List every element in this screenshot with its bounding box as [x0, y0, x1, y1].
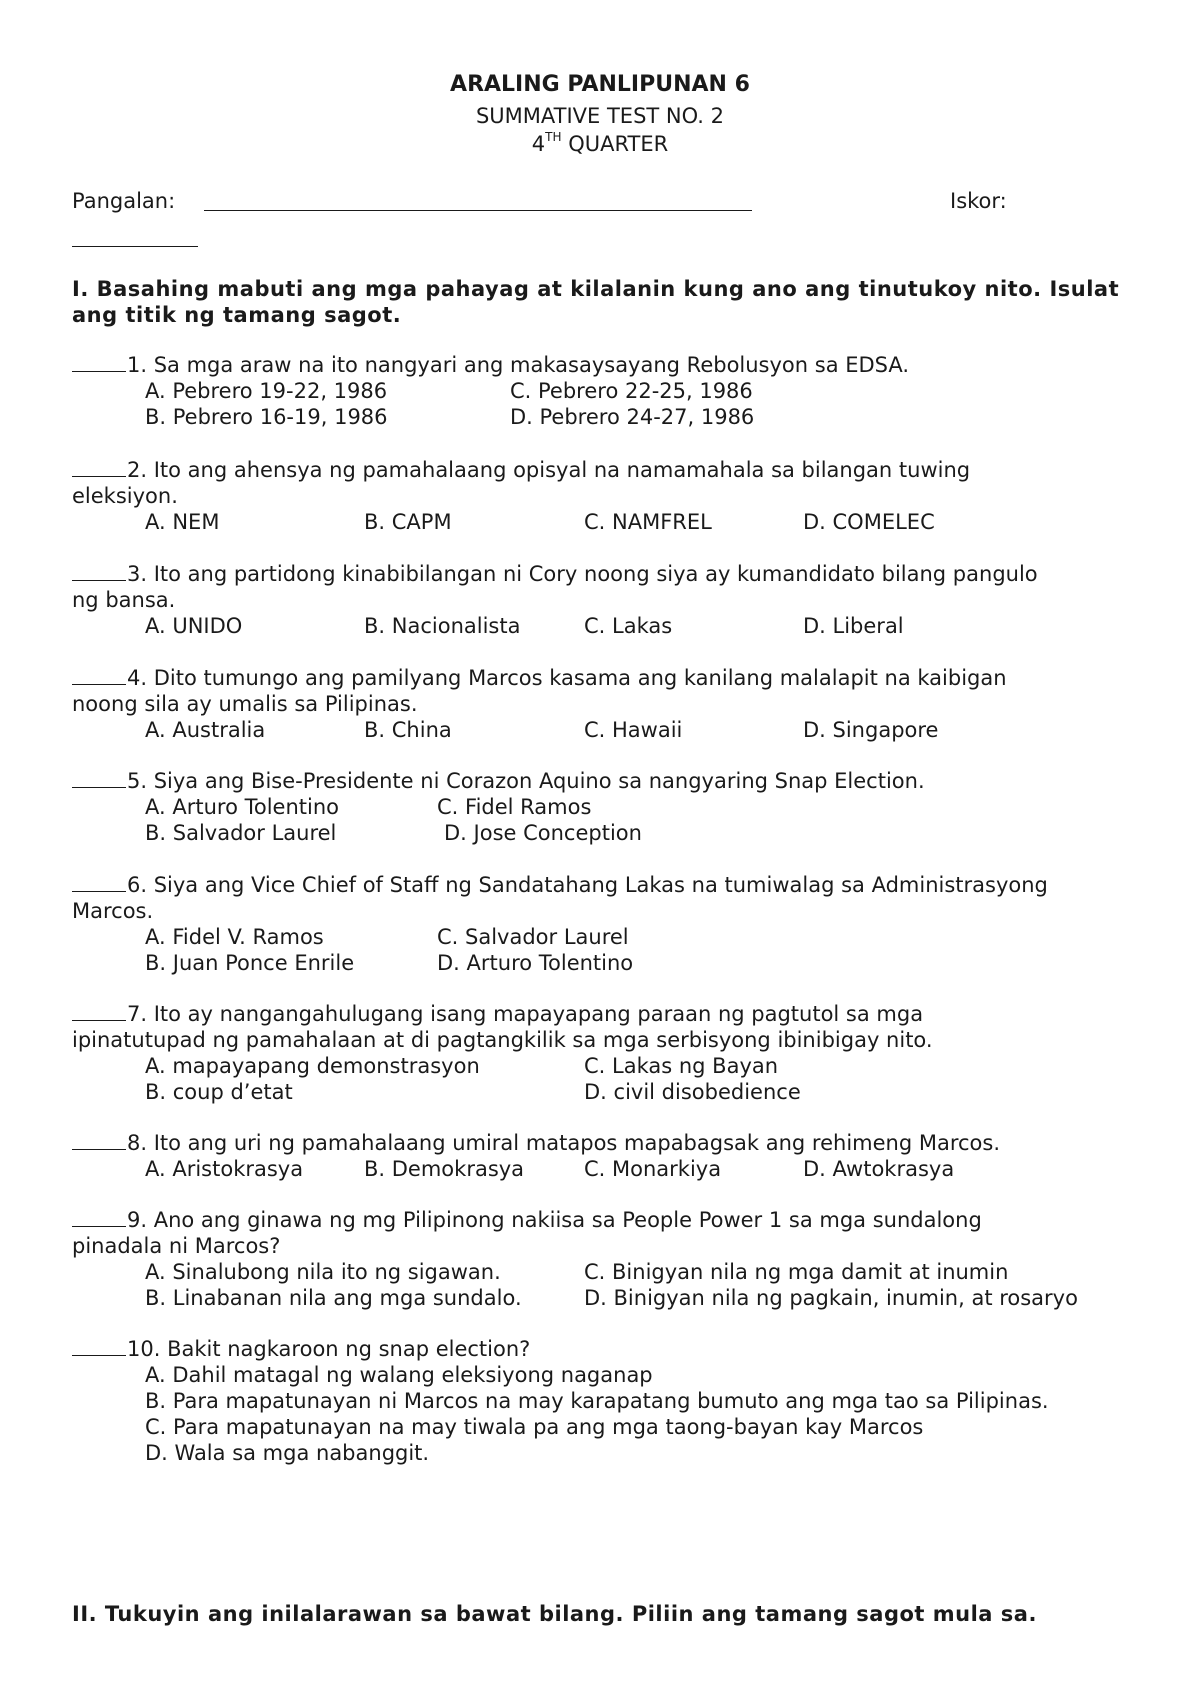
option-a: A. Sinalubong nila ito ng sigawan. [145, 1260, 501, 1284]
question-9 [72, 1207, 1140, 1311]
part2-instruction: II. Tukuyin ang inilalarawan sa bawat bilang. Piliin ang tamang sagot mula sa. [72, 1602, 1037, 1626]
quarter-word: QUARTER [561, 132, 669, 156]
test-title: SUMMATIVE TEST NO. 2 [475, 104, 725, 128]
question-1 [72, 352, 1140, 430]
option-d: D. Pebrero 24-27, 1986 [510, 405, 755, 429]
question-text: 4. Dito tumungo ang pamilyang Marcos kasama ang kanilang malalapit na kaibigan [127, 666, 1007, 690]
option-c: C. Lakas ng Bayan [584, 1054, 779, 1078]
quarter-title [0, 131, 1200, 157]
option-d: D. Awtokrasya [803, 1157, 955, 1181]
question-8 [72, 1130, 1140, 1182]
answer-blank [72, 353, 126, 372]
option-b: B. Salvador Laurel [145, 821, 337, 845]
option-b: B. CAPM [364, 510, 452, 534]
name-label: Pangalan: [72, 189, 176, 213]
option-c: C. NAMFREL [584, 510, 712, 534]
question-text: 3. Ito ang partidong kinabibilangan ni Cory noong siya ay kumandidato bilang pangulo [127, 562, 1038, 586]
question-text: 7. Ito ay nangangahulugang isang mapayapang paraan ng pagtutol sa mga [127, 1002, 924, 1026]
question-text-cont: Marcos. [72, 899, 154, 923]
option-c: C. Fidel Ramos [437, 795, 592, 819]
question-5 [72, 768, 1140, 846]
option-b: B. coup d’etat [145, 1080, 293, 1104]
option-c: C. Binigyan nila ng mga damit at inumin [584, 1260, 1009, 1284]
question-text: 5. Siya ang Bise-Presidente ni Corazon Aquino sa nangyaring Snap Election. [127, 769, 925, 793]
option-d: D. Singapore [803, 718, 939, 742]
question-text: 10. Bakit nagkaroon ng snap election? [127, 1337, 531, 1361]
question-text: 9. Ano ang ginawa ng mg Pilipinong nakiisa sa People Power 1 sa mga sundalong [127, 1208, 982, 1232]
option-a: A. Australia [145, 718, 266, 742]
quarter-superscript: TH [545, 130, 562, 144]
option-c: C. Hawaii [584, 718, 683, 742]
option-d: D. civil disobedience [584, 1080, 801, 1104]
option-a: A. NEM [145, 510, 220, 534]
option-d: D. Binigyan nila ng pagkain, inumin, at rosaryo [584, 1286, 1078, 1310]
question-4 [72, 665, 1140, 743]
option-b: B. Juan Ponce Enrile [145, 951, 355, 975]
option-c: C. Pebrero 22-25, 1986 [510, 379, 753, 403]
score-label: Iskor: [950, 189, 1007, 213]
option-a: A. mapayapang demonstrasyon [145, 1054, 480, 1078]
option-c: C. Monarkiya [584, 1157, 722, 1181]
name-score-row [72, 188, 1132, 218]
option-b: B. Demokrasya [364, 1157, 525, 1181]
question-7 [72, 1001, 1140, 1105]
option-c: C. Para mapatunayan na may tiwala pa ang mga taong-bayan kay Marcos [145, 1415, 924, 1439]
question-10 [72, 1336, 1140, 1466]
option-d: D. COMELEC [803, 510, 935, 534]
quarter-number: 4 [531, 132, 546, 156]
option-c: C. Lakas [584, 614, 673, 638]
question-text-cont: eleksiyon. [72, 484, 178, 508]
option-b: B. Linabanan nila ang mga sundalo. [145, 1286, 522, 1310]
answer-blank [72, 1337, 126, 1356]
option-a: A. UNIDO [145, 614, 243, 638]
answer-blank [72, 1002, 126, 1021]
option-b: B. Nacionalista [364, 614, 521, 638]
answer-blank [72, 562, 126, 581]
subject-title: ARALING PANLIPUNAN 6 [450, 72, 750, 97]
option-d: D. Jose Conception [444, 821, 642, 845]
option-a: A. Pebrero 19-22, 1986 [145, 379, 388, 403]
option-d: D. Wala sa mga nabanggit. [145, 1441, 430, 1465]
option-a: A. Dahil matagal ng walang eleksiyong naganap [145, 1363, 653, 1387]
option-a: A. Fidel V. Ramos [145, 925, 324, 949]
answer-blank [72, 458, 126, 477]
answer-blank [72, 1208, 126, 1227]
question-text: 8. Ito ang uri ng pamahalaang umiral matapos mapabagsak ang rehimeng Marcos. [127, 1131, 1001, 1155]
answer-blank [72, 769, 126, 788]
question-text: 1. Sa mga araw na ito nangyari ang makasaysayang Rebolusyon sa EDSA. [127, 353, 910, 377]
option-b: B. China [364, 718, 452, 742]
option-c: C. Salvador Laurel [437, 925, 629, 949]
option-d: D. Arturo Tolentino [437, 951, 634, 975]
question-6 [72, 872, 1140, 976]
question-3 [72, 561, 1140, 639]
question-text-cont: ng bansa. [72, 588, 176, 612]
question-text-cont: ipinatutupad ng pamahalaan at di pagtangkilik sa mga serbisyong ibinibigay nito. [72, 1028, 933, 1052]
question-text: 2. Ito ang ahensya ng pamahalaang opisyal na namamahala sa bilangan tuwing [127, 458, 971, 482]
option-a: A. Arturo Tolentino [145, 795, 339, 819]
option-d: D. Liberal [803, 614, 904, 638]
option-b: B. Para mapatunayan ni Marcos na may karapatang bumuto ang mga tao sa Pilipinas. [145, 1389, 1049, 1413]
answer-blank [72, 873, 126, 892]
option-b: B. Pebrero 16-19, 1986 [145, 405, 388, 429]
answer-blank [72, 1131, 126, 1150]
part1-instruction: I. Basahing mabuti ang mga pahayag at kilalanin kung ano ang tinutukoy nito. Isulat ang titik ng tamang sagot. [72, 277, 1120, 327]
answer-blank [72, 666, 126, 685]
question-text: 6. Siya ang Vice Chief of Staff ng Sandatahang Lakas na tumiwalag sa Administrasyong [127, 873, 1048, 897]
score-blank-line [72, 246, 198, 247]
name-blank-line [204, 210, 752, 211]
option-a: A. Aristokrasya [145, 1157, 304, 1181]
question-text-cont: noong sila ay umalis sa Pilipinas. [72, 692, 418, 716]
question-text-cont: pinadala ni Marcos? [72, 1234, 281, 1258]
question-2 [72, 457, 1140, 535]
